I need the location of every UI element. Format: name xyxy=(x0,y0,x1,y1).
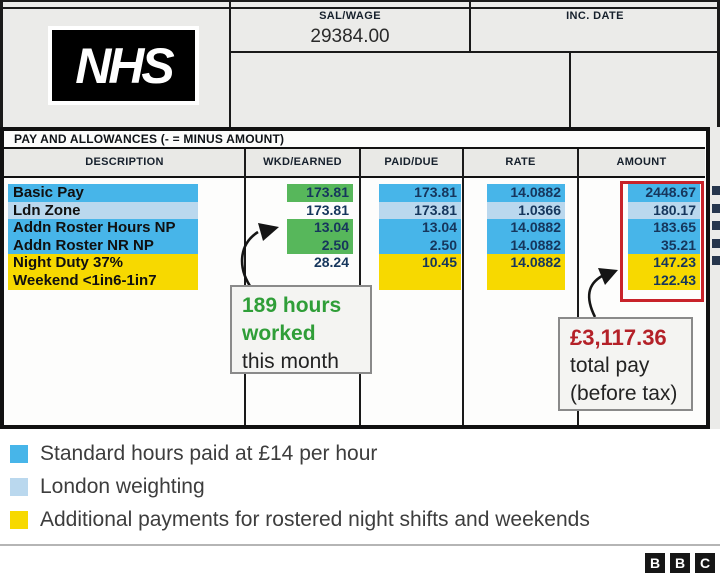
cropped-column-fragment xyxy=(712,221,720,230)
table-row xyxy=(0,254,710,272)
legend-label-standard-hours: Standard hours paid at £14 per hour xyxy=(40,442,378,465)
footer-divider xyxy=(0,544,720,546)
column-header-paid-due: PAID/DUE xyxy=(384,156,439,168)
cropped-column-fragment xyxy=(712,239,720,248)
row-paid-due: 13.04 xyxy=(379,219,461,237)
row-amount: 183.65 xyxy=(628,219,700,237)
row-description: Addn Roster NR NP xyxy=(8,237,198,255)
divider xyxy=(0,7,720,9)
row-rate: 14.0882 xyxy=(487,219,565,237)
hours-worked-callout xyxy=(230,285,372,374)
row-wkd-earned: 28.24 xyxy=(313,254,349,271)
table-row xyxy=(0,219,710,237)
row-paid-due: 2.50 xyxy=(379,237,461,255)
row-amount: 2448.67 xyxy=(628,184,700,202)
column-header-rate: RATE xyxy=(505,156,536,168)
table-row xyxy=(0,202,710,220)
amount-highlight-red-box xyxy=(620,181,704,302)
legend-label-london-weighting: London weighting xyxy=(40,475,205,498)
row-rate: 14.0882 xyxy=(487,254,565,272)
row-wkd-earned: 173.81 xyxy=(287,184,353,202)
hours-callout-line2: worked xyxy=(242,322,316,345)
row-rate xyxy=(487,272,565,290)
bbc-logo-letter: B xyxy=(649,555,661,571)
row-amount: 122.43 xyxy=(628,272,700,290)
row-rate: 14.0882 xyxy=(487,237,565,255)
bbc-logo-block xyxy=(645,553,665,573)
bbc-logo-block xyxy=(670,553,690,573)
legend-label-additional-payments: Additional payments for rostered night shifts and weekends xyxy=(40,508,590,531)
column-header-wkd-earned: WKD/EARNED xyxy=(263,156,342,168)
section-title-band xyxy=(4,131,705,149)
row-rate: 14.0882 xyxy=(487,184,565,202)
hours-callout-line3: this month xyxy=(242,350,339,373)
row-description: Ldn Zone xyxy=(8,202,198,220)
divider xyxy=(0,0,720,2)
total-pay-callout xyxy=(558,317,693,411)
sal-wage-label: SAL/WAGE xyxy=(319,10,381,22)
row-amount: 35.21 xyxy=(628,237,700,255)
bbc-logo-letter: B xyxy=(674,555,686,571)
hours-callout-line1: 189 hours xyxy=(242,294,342,317)
row-description: Basic Pay xyxy=(8,184,198,202)
row-description: Weekend <1in6-1in7 xyxy=(8,272,198,290)
row-amount: 180.17 xyxy=(628,202,700,220)
cropped-column-fragment xyxy=(712,256,720,265)
cropped-column-fragment xyxy=(712,186,720,195)
table-row xyxy=(0,184,710,202)
divider xyxy=(569,51,571,127)
row-wkd-earned: 2.50 xyxy=(287,237,353,255)
nhs-logo-text: NHS xyxy=(75,37,172,94)
total-callout-line3: (before tax) xyxy=(570,382,678,405)
nhs-logo xyxy=(52,30,195,101)
section-title: PAY AND ALLOWANCES (- = MINUS AMOUNT) xyxy=(14,132,285,146)
sal-wage-value: 29384.00 xyxy=(310,26,390,47)
legend-swatch-london-weighting xyxy=(10,478,28,496)
row-paid-due xyxy=(379,272,461,290)
row-paid-due: 173.81 xyxy=(379,202,461,220)
total-callout-line2: total pay xyxy=(570,354,650,377)
inc-date-label: INC. DATE xyxy=(566,10,624,22)
bbc-logo-block xyxy=(695,553,715,573)
legend-swatch-additional-payments xyxy=(10,511,28,529)
row-paid-due: 10.45 xyxy=(379,254,461,272)
row-wkd-earned: 173.81 xyxy=(306,201,349,218)
column-header-amount: AMOUNT xyxy=(616,156,667,168)
row-amount: 147.23 xyxy=(628,254,700,272)
table-row xyxy=(0,237,710,255)
column-header-description: DESCRIPTION xyxy=(85,156,164,168)
cropped-right-column xyxy=(710,127,720,429)
row-wkd-earned: 13.04 xyxy=(287,219,353,237)
legend-swatch-standard-hours xyxy=(10,445,28,463)
cropped-column-fragment xyxy=(712,204,720,213)
row-description: Night Duty 37% xyxy=(8,254,198,272)
row-rate: 1.0366 xyxy=(487,202,565,220)
divider xyxy=(230,51,720,53)
total-callout-amount: £3,117.36 xyxy=(570,325,667,350)
bbc-logo-letter: C xyxy=(699,555,711,571)
row-paid-due: 173.81 xyxy=(379,184,461,202)
row-description: Addn Roster Hours NP xyxy=(8,219,198,237)
